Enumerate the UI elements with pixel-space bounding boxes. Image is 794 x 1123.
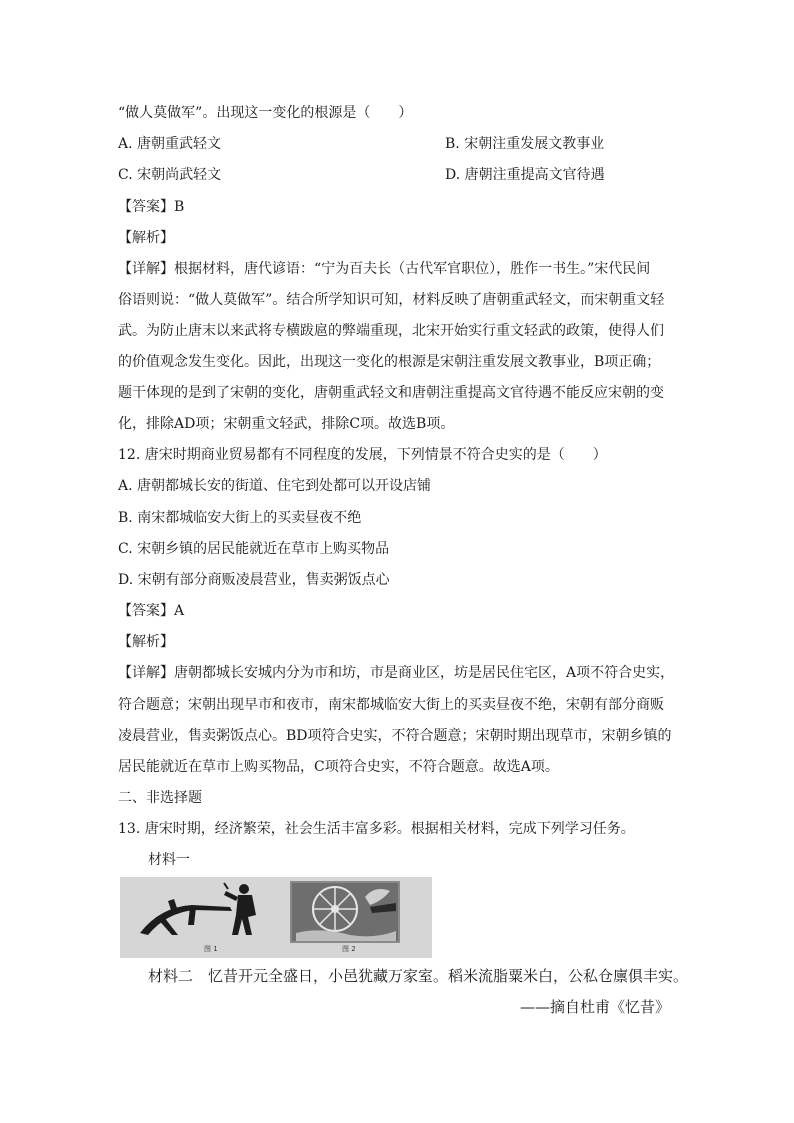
figure-1-label: 图 1 xyxy=(204,945,218,953)
material-two-source: ——摘自杜甫《忆昔》 xyxy=(519,998,670,1016)
q12-option-a: A. 唐朝都城长安的街道、住宅到处都可以开设店铺 xyxy=(118,478,432,494)
q11-detail-line: 题干体现的是到了宋朝的变化，唐朝重武轻文和唐朝注重提高文官待遇不能反应宋朝的变 xyxy=(118,385,664,401)
q11-option-c: C. 宋朝尚武轻文 xyxy=(118,167,222,183)
q11-detail-line: 的价值观念发生变化。因此，出现这一变化的根源是宋朝注重发展文教事业，B项正确； xyxy=(118,354,661,370)
q12-option-c: C. 宋朝乡镇的居民能就近在草市上购买物品 xyxy=(118,541,390,557)
q12-detail-line: 符合题意；宋朝出现早市和夜市，南宋都城临安大街上的买卖昼夜不绝，宋朝有部分商贩 xyxy=(118,697,664,713)
q11-detail-line: 武。为防止唐末以来武将专横跋扈的弊端重现，北宋开始实行重文轻武的政策，使得人们 xyxy=(118,323,664,339)
q12-option-d: D. 宋朝有部分商贩凌晨营业，售卖粥饭点心 xyxy=(118,572,390,588)
q11-detail-line: 化，排除AD项；宋朝重文轻武，排除C项。故选B项。 xyxy=(118,416,455,432)
material-one-figure xyxy=(120,877,432,958)
q11-stem-end: “做人莫做军”。出现这一变化的根源是（ ） xyxy=(118,105,413,121)
q12-detail-line: 居民能就近在草市上购买物品，C项符合史实，不符合题意。故选A项。 xyxy=(118,759,559,775)
q12-detail-line: 【详解】唐朝都城长安城内分为市和坊，市是商业区，坊是居民住宅区，A项不符合史实， xyxy=(118,665,675,681)
q11-option-b: B. 宋朝注重发展文教事业 xyxy=(445,136,605,152)
q11-option-a: A. 唐朝重武轻文 xyxy=(118,136,222,152)
q11-detail-line: 俗语则说：“做人莫做军”。结合所学知识可知，材料反映了唐朝重武轻文，而宋朝重文轻 xyxy=(118,292,665,308)
figure-2-label: 图 2 xyxy=(342,945,356,953)
q12-option-b: B. 南宋都城临安大街上的买卖昼夜不绝 xyxy=(118,510,362,526)
material-one-label: 材料一 xyxy=(148,852,190,868)
q12-answer: 【答案】A xyxy=(118,603,185,619)
q11-analysis-heading: 【解析】 xyxy=(118,230,174,246)
q11-detail-line: 【详解】根据材料，唐代谚语：“宁为百夫长（古代军官职位），胜作一书生。”宋代民间 xyxy=(118,261,651,277)
q12-analysis-heading: 【解析】 xyxy=(118,634,174,650)
q11-answer: 【答案】B xyxy=(118,199,185,215)
q13-stem: 13. 唐宋时期，经济繁荣，社会生活丰富多彩。根据相关材料，完成下列学习任务。 xyxy=(118,821,635,837)
section-heading: 二、非选择题 xyxy=(118,790,202,806)
q12-detail-line: 凌晨营业，售卖粥饭点心。BD项符合史实，不符合题意；宋朝时期出现草市，宋朝乡镇的 xyxy=(118,728,672,744)
q12-stem: 12. 唐宋时期商业贸易都有不同程度的发展，下列情景不符合史实的是（ ） xyxy=(118,447,607,463)
q11-option-d: D. 唐朝注重提高文官待遇 xyxy=(445,167,605,183)
waterwheel-illustration xyxy=(290,881,400,943)
material-two: 材料二 忆昔开元全盛日，小邑犹藏万家室。稻米流脂粟米白，公私仓廪俱丰实。 xyxy=(148,967,689,985)
